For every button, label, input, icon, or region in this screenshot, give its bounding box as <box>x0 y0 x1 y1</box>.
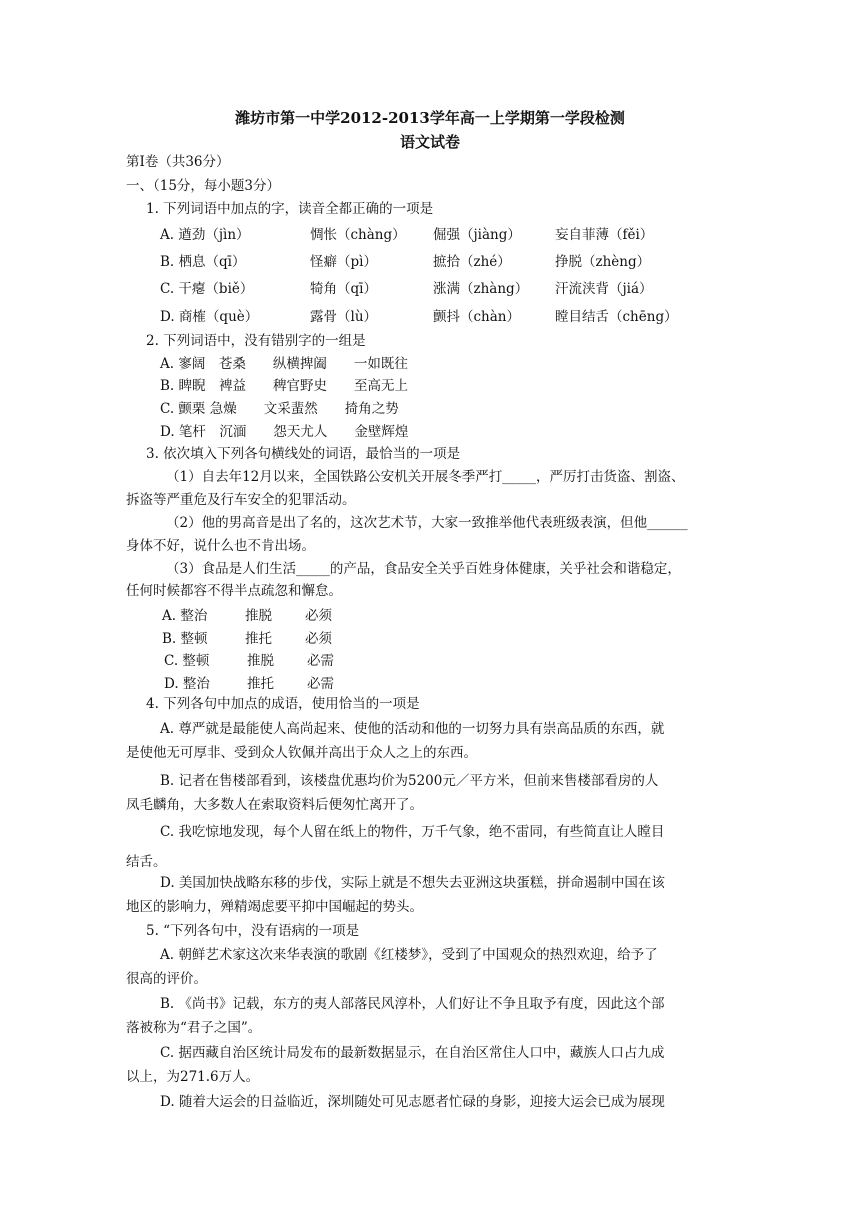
q3-a-word2: 推脱 <box>245 608 272 624</box>
section-heading: 第Ⅰ卷（共36分） <box>126 154 230 170</box>
q3-c-word2: 推脱 <box>247 653 274 669</box>
q1-b-word4: 挣脱（zhèng） <box>555 254 651 270</box>
q3-a-word1: A. 整治 <box>162 608 208 624</box>
q1-b-word3: 摭拾（zhé） <box>433 254 511 270</box>
q4-option-c-line1: C. 我吃惊地发现，每个人留在纸上的物件，万千气象，绝不雷同，有些简直让人瞠目 <box>160 824 665 840</box>
q3-sentence3-line1: （3）食品是人们生活_____的产品，食品安全关乎百姓身体健康，关乎社会和谐稳定， <box>166 561 681 577</box>
q3-b-word1: B. 整顿 <box>162 631 208 647</box>
q1-d-word2: 露骨（lù） <box>310 309 378 325</box>
q1-a-word2: 惆怅（chàng） <box>310 227 406 243</box>
q4-stem: 4. 下列各句中加点的成语，使用恰当的一项是 <box>146 696 420 712</box>
q1-b-word1: B. 栖息（qī） <box>160 254 246 270</box>
q4-option-d-line2: 地区的影响力，殚精竭虑要平抑中国崛起的势头。 <box>126 899 423 915</box>
q5-option-c-line2: 以上，为271.6万人。 <box>126 1069 260 1085</box>
q4-option-d-line1: D. 美国加快战略东移的步伐，实际上就是不想失去亚洲这块蛋糕，拼命遏制中国在该 <box>160 875 665 891</box>
q3-option-a <box>162 604 722 624</box>
q4-option-b-line1: B. 记者在售楼部看到，该楼盘优惠均价为5200元／平方米，但前来售楼部看房的人 <box>160 773 659 789</box>
q4-option-a-line2: 是使他无可厚非、受到众人钦佩并高出于众人之上的东西。 <box>126 745 477 761</box>
q3-sentence2-line1: （2）他的男高音是出了名的，这次艺术节，大家一致推举他代表班级表演，但他______ <box>166 515 688 531</box>
q5-option-b-line1: B. 《尚书》记载，东方的夷人部落民风淳朴，人们好让不争且取予有度，因此这个部 <box>160 996 665 1012</box>
q3-sentence1-line1: （1）自去年12月以来，全国铁路公安机关开展冬季严打_____，严厉打击货盗、割盗、 <box>166 469 685 485</box>
q2-option-a: A. 寥阔 苍桑 纵横捭阖 一如既往 <box>160 356 408 372</box>
q2-option-b: B. 睥睨 裨益 稗官野史 至高无上 <box>160 378 409 394</box>
q5-stem: 5. “下列各句中，没有语病的一项是 <box>146 923 360 939</box>
q3-c-word1: C. 整顿 <box>164 653 210 669</box>
q3-b-word3: 必须 <box>305 631 332 647</box>
q1-option-b <box>160 250 720 270</box>
q1-a-word4: 妄自菲薄（fěi） <box>555 227 654 243</box>
q3-sentence3-line2: 任何时候都容不得半点疏忽和懈怠。 <box>126 583 342 599</box>
part-heading: 一、（15分，每小题3分） <box>126 178 281 194</box>
q5-option-c-line1: C. 据西藏自治区统计局发布的最新数据显示，在自治区常住人口中，藏族人口占九成 <box>160 1045 665 1061</box>
q1-a-word1: A. 遒劲（jìn） <box>160 227 250 243</box>
exam-title: 潍坊市第一中学2012-2013学年高一上学期第一学段检测 <box>235 109 625 127</box>
q5-option-a-line1: A. 朝鲜艺术家这次来华表演的歌剧《红楼梦》，受到了中国观众的热烈欢迎，给予了 <box>160 947 658 963</box>
q3-sentence1-line2: 拆盗等严重危及行车安全的犯罪活动。 <box>126 492 356 508</box>
q5-option-a-line2: 很高的评价。 <box>126 971 207 987</box>
q3-d-word3: 必需 <box>307 676 334 692</box>
q1-stem: 1. 下列词语中加点的字，读音全都正确的一项是 <box>146 201 434 217</box>
q3-stem: 3. 依次填入下列各句横线处的词语，最恰当的一项是 <box>146 446 461 462</box>
q1-c-word2: 犄角（qī） <box>310 281 377 297</box>
q4-option-a-line1: A. 尊严就是最能使人高尚起来、使他的活动和他的一切努力具有崇高品质的东西，就 <box>160 721 665 737</box>
q3-b-word2: 推托 <box>245 631 272 647</box>
q4-option-c-line2: 结舌。 <box>126 854 167 870</box>
q1-a-word3: 倔强（jiàng） <box>433 227 521 243</box>
q3-sentence2-line2: 身体不好，说什么也不肯出场。 <box>126 538 315 554</box>
q1-option-c <box>160 277 720 297</box>
q2-option-d: D. 笔杆 沉湎 怨天尤人 金壁辉煌 <box>160 424 409 440</box>
exam-subtitle: 语文试卷 <box>399 133 460 151</box>
q1-d-word4: 瞠目结舌（chēng） <box>555 309 678 325</box>
q1-c-word3: 涨满（zhàng） <box>433 281 529 297</box>
q3-d-word1: D. 整治 <box>164 676 210 692</box>
q2-stem: 2. 下列词语中，没有错别字的一组是 <box>146 333 366 349</box>
q1-option-d <box>160 305 720 325</box>
q3-option-d <box>164 672 724 692</box>
q4-option-b-line2: 凤毛麟角，大多数人在索取资料后便匆忙离开了。 <box>126 797 423 813</box>
q1-b-word2: 怪癖（pì） <box>310 254 377 270</box>
q5-option-d-line1: D. 随着大运会的日益临近，深圳随处可见志愿者忙碌的身影，迎接大运会已成为展现 <box>160 1094 665 1110</box>
q3-a-word3: 必须 <box>305 608 332 624</box>
q1-c-word4: 汗流浃背（jiá） <box>555 281 653 297</box>
q1-option-a <box>160 223 720 243</box>
q3-d-word2: 推托 <box>247 676 274 692</box>
q1-c-word1: C. 干瘪（biě） <box>160 281 254 297</box>
q3-option-b <box>162 627 722 647</box>
q5-option-b-line2: 落被称为“君子之国”。 <box>126 1020 262 1036</box>
q2-option-c: C. 颤栗 急燥 文采蜚然 掎角之势 <box>160 401 399 417</box>
q1-d-word3: 颤抖（chàn） <box>433 309 520 325</box>
q3-c-word3: 必需 <box>307 653 334 669</box>
q1-d-word1: D. 商榷（què） <box>160 309 259 325</box>
q3-option-c <box>164 649 724 669</box>
